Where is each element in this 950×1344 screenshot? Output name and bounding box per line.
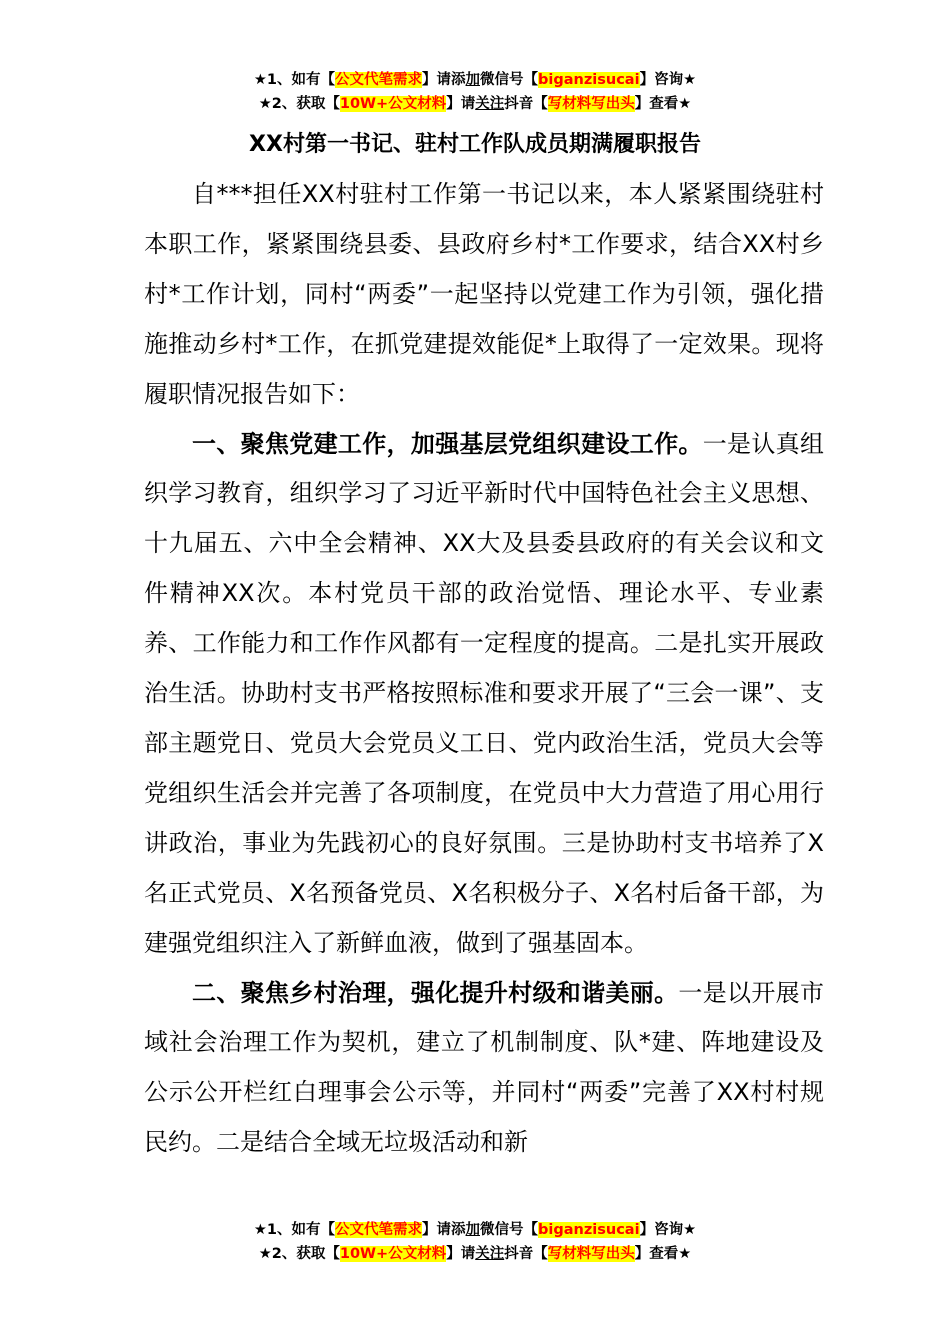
promo-highlight: 10W+公文材料 xyxy=(339,1246,447,1262)
promo-text: 】请 xyxy=(446,96,476,112)
promo-text: 】请 xyxy=(446,1246,476,1262)
section-2-heading: 二、聚焦乡村治理，强化提升村级和谐美丽。 xyxy=(192,978,679,1007)
top-promo-banner xyxy=(0,68,950,116)
promo-highlight: 写材料写出头 xyxy=(547,1246,635,1262)
intro-paragraph: 自***担任XX村驻村工作第一书记以来，本人紧紧围绕驻村本职工作，紧紧围绕县委、县政府乡村*工作要求，结合XX村乡村*工作计划，同村“两委”一起坚持以党建工作为引领，强化措施推动乡村*工作，在抓党建提效能促*上取得了一定效果。现将履职情况报告如下： xyxy=(144,180,824,408)
promo-underlined-text: 关注 xyxy=(475,96,505,112)
section-2-text: 一是以开展市域社会治理工作为契机，建立了机制制度、队*建、阵地建设及公示公开栏红白理事会公示等，并同村“两委”完善了XX村村规民约。二是结合全域无垃圾活动和新 xyxy=(144,978,825,1157)
promo-line-1 xyxy=(0,68,950,92)
promo-text: 】查看★ xyxy=(634,96,692,112)
promo-text: 】咨询★ xyxy=(639,1222,697,1238)
promo-highlight: biganzisucai xyxy=(538,1222,640,1238)
promo-text: 微信号【 xyxy=(480,1222,539,1238)
promo-highlight: 写材料写出头 xyxy=(547,96,635,112)
promo-text: 微信号【 xyxy=(480,72,539,88)
promo-text: ★2、获取【 xyxy=(258,1246,340,1262)
promo-underlined-text: 加 xyxy=(465,1222,481,1238)
promo-underlined-text: 加 xyxy=(465,72,481,88)
bottom-promo-banner xyxy=(0,1218,950,1266)
promo-highlight: 10W+公文材料 xyxy=(339,96,447,112)
promo-text: ★1、如有【 xyxy=(253,1222,336,1238)
promo-line-1 xyxy=(0,1218,950,1242)
promo-text: 】咨询★ xyxy=(639,72,697,88)
promo-text: 】请添 xyxy=(422,72,466,88)
promo-text: ★1、如有【 xyxy=(253,72,336,88)
document-title: XX村第一书记、驻村工作队成员期满履职报告 xyxy=(249,132,701,157)
promo-text: ★2、获取【 xyxy=(258,96,340,112)
promo-text: 】请添 xyxy=(422,1222,466,1238)
section-2-paragraph xyxy=(144,969,824,1169)
promo-highlight: 公文代笔需求 xyxy=(335,72,423,88)
promo-line-2 xyxy=(0,1242,950,1266)
section-1-text: 一是认真组织学习教育，组织学习了习近平新时代中国特色社会主义思想、十九届五、六中全会精神、XX大及县委县政府的有关会议和文件精神XX次。本村党员干部的政治觉悟、理论水平、专业素养、工作能力和工作作风都有一定程度的提高。二是扎实开展政治生活。协助村支书严格按照标准和要求开展了“三会一课”、支部主题党日、党员大会党员义工日、党内政治生活，党员大会等党组织生活会并完善了各项制度，在党员中大力营造了用心用行讲政治，事业为先践初心的良好氛围。三是协助村支书培养了X名正式党员、X名预备党员、X名积极分子、X名村后备干部，为建强党组织注入了新鲜血液，做到了强基固本。 xyxy=(144,429,824,957)
section-1-paragraph xyxy=(144,420,824,969)
section-1-heading: 一、聚焦党建工作，加强基层党组织建设工作。 xyxy=(192,429,703,458)
promo-line-2 xyxy=(0,92,950,116)
document-body xyxy=(144,170,824,1168)
promo-highlight: biganzisucai xyxy=(538,72,640,88)
promo-text: 抖音【 xyxy=(504,96,548,112)
promo-text: 】查看★ xyxy=(634,1246,692,1262)
promo-underlined-text: 关注 xyxy=(475,1246,505,1262)
promo-highlight: 公文代笔需求 xyxy=(335,1222,423,1238)
promo-text: 抖音【 xyxy=(504,1246,548,1262)
